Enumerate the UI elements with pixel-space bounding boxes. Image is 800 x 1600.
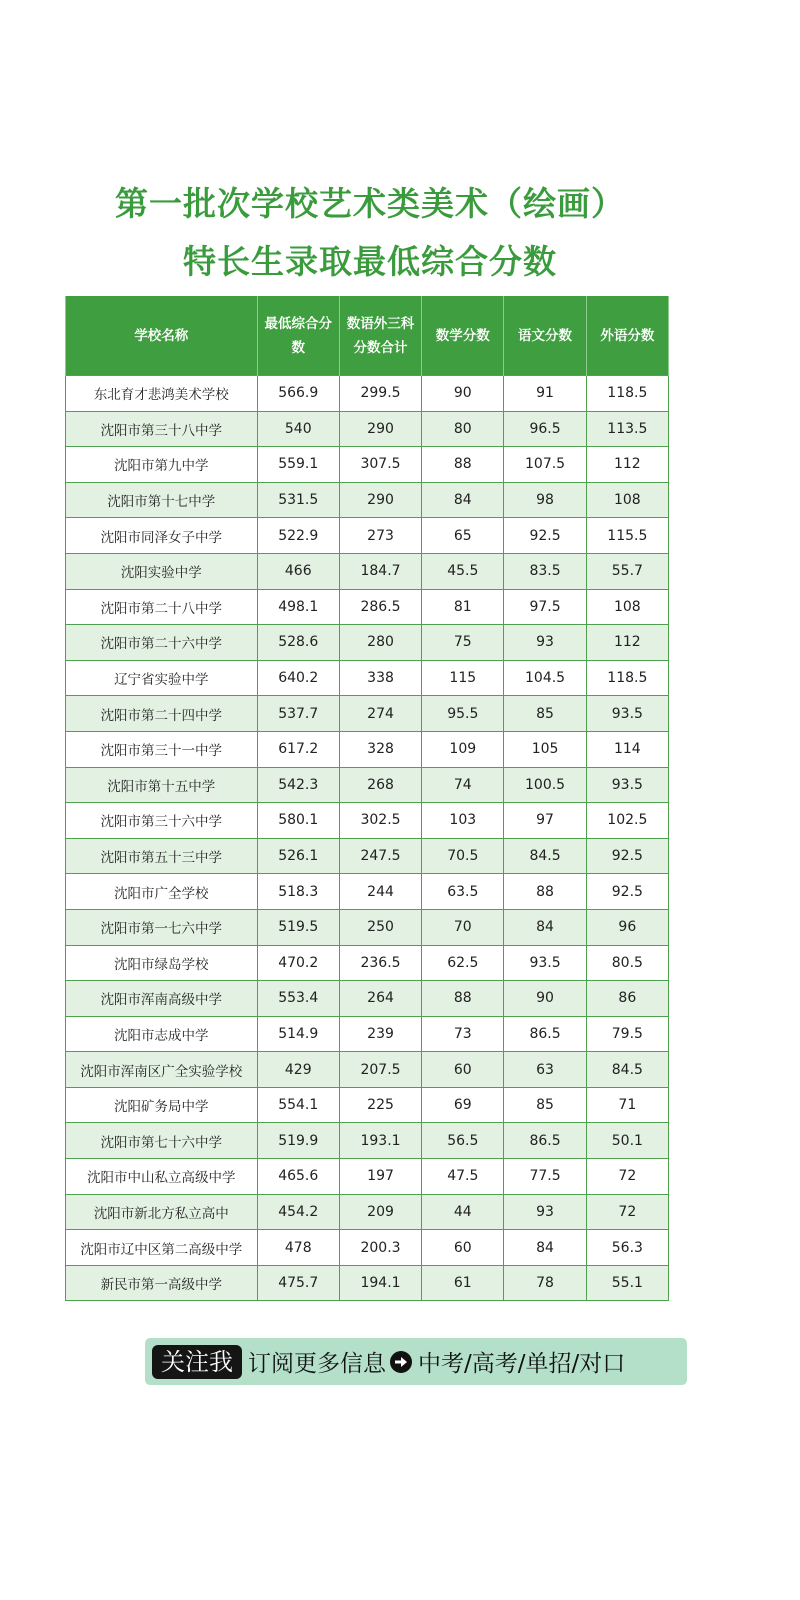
score-cell: 200.3: [339, 1230, 421, 1266]
score-cell: 100.5: [504, 767, 586, 803]
score-cell: 105: [504, 731, 586, 767]
score-cell: 115.5: [586, 518, 668, 554]
school-name-cell: 沈阳市第三十八中学: [66, 411, 258, 447]
table-row: [66, 909, 669, 945]
score-cell: 60: [422, 1052, 504, 1088]
table-row: [66, 1087, 669, 1123]
table-row: [66, 660, 669, 696]
score-cell: 96.5: [504, 411, 586, 447]
table-row: [66, 553, 669, 589]
score-cell: 71: [586, 1087, 668, 1123]
score-cell: 86.5: [504, 1016, 586, 1052]
school-name-cell: 辽宁省实验中学: [66, 660, 258, 696]
score-cell: 225: [339, 1087, 421, 1123]
subscribe-text: 订阅更多信息: [248, 1351, 386, 1377]
score-cell: 518.3: [257, 874, 339, 910]
table-row: [66, 376, 669, 412]
score-cell: 93.5: [586, 696, 668, 732]
score-cell: 65: [422, 518, 504, 554]
table-row: [66, 874, 669, 910]
score-cell: 519.9: [257, 1123, 339, 1159]
table-row: [66, 411, 669, 447]
score-cell: 83.5: [504, 553, 586, 589]
score-cell: 286.5: [339, 589, 421, 625]
score-cell: 522.9: [257, 518, 339, 554]
school-name-cell: 沈阳市第九中学: [66, 447, 258, 483]
page-title-line2: 特长生录取最低综合分数: [183, 242, 557, 281]
score-cell: 90: [422, 376, 504, 412]
score-cell: 93.5: [586, 767, 668, 803]
score-cell: 307.5: [339, 447, 421, 483]
school-name-cell: 沈阳市第二十八中学: [66, 589, 258, 625]
score-cell: 209: [339, 1194, 421, 1230]
exam-categories-text: 中考/高考/单招/对口: [418, 1351, 626, 1377]
school-name-cell: 东北育才悲鸿美术学校: [66, 376, 258, 412]
score-cell: 273: [339, 518, 421, 554]
score-cell: 90: [504, 981, 586, 1017]
table-row: [66, 1016, 669, 1052]
table-row: [66, 731, 669, 767]
score-cell: 580.1: [257, 803, 339, 839]
table-row: [66, 1123, 669, 1159]
school-name-cell: 沈阳市第三十一中学: [66, 731, 258, 767]
table-row: [66, 945, 669, 981]
table-row: [66, 482, 669, 518]
score-cell: 328: [339, 731, 421, 767]
score-cell: 559.1: [257, 447, 339, 483]
score-cell: 274: [339, 696, 421, 732]
school-name-cell: 沈阳实验中学: [66, 553, 258, 589]
school-name-cell: 沈阳市新北方私立高中: [66, 1194, 258, 1230]
school-name-cell: 沈阳市辽中区第二高级中学: [66, 1230, 258, 1266]
header-math: 数学分数: [422, 296, 504, 376]
score-cell: 466: [257, 553, 339, 589]
score-cell: 55.1: [586, 1265, 668, 1301]
follow-me-badge[interactable]: 关注我: [152, 1345, 242, 1379]
score-cell: 475.7: [257, 1265, 339, 1301]
score-cell: 92.5: [586, 874, 668, 910]
score-cell: 84: [422, 482, 504, 518]
score-cell: 84: [504, 909, 586, 945]
score-cell: 70.5: [422, 838, 504, 874]
score-cell: 290: [339, 411, 421, 447]
score-cell: 554.1: [257, 1087, 339, 1123]
header-chinese: 语文分数: [504, 296, 586, 376]
score-cell: 207.5: [339, 1052, 421, 1088]
score-cell: 93: [504, 625, 586, 661]
table-body: [66, 376, 669, 1301]
score-cell: 280: [339, 625, 421, 661]
score-cell: 239: [339, 1016, 421, 1052]
school-name-cell: 沈阳市第十五中学: [66, 767, 258, 803]
table-row: [66, 803, 669, 839]
score-cell: 617.2: [257, 731, 339, 767]
score-cell: 62.5: [422, 945, 504, 981]
table-row: [66, 767, 669, 803]
page-title-line1: 第一批次学校艺术类美术（绘画）: [115, 184, 625, 223]
score-cell: 98: [504, 482, 586, 518]
score-cell: 92.5: [504, 518, 586, 554]
score-cell: 104.5: [504, 660, 586, 696]
score-cell: 514.9: [257, 1016, 339, 1052]
score-cell: 531.5: [257, 482, 339, 518]
score-cell: 118.5: [586, 376, 668, 412]
table-row: [66, 1194, 669, 1230]
score-cell: 108: [586, 482, 668, 518]
score-cell: 454.2: [257, 1194, 339, 1230]
school-name-cell: 沈阳市浑南区广全实验学校: [66, 1052, 258, 1088]
table-row: [66, 1265, 669, 1301]
score-cell: 84.5: [586, 1052, 668, 1088]
score-cell: 302.5: [339, 803, 421, 839]
header-foreign-language: 外语分数: [586, 296, 668, 376]
score-cell: 61: [422, 1265, 504, 1301]
score-cell: 470.2: [257, 945, 339, 981]
score-cell: 70: [422, 909, 504, 945]
score-cell: 80.5: [586, 945, 668, 981]
score-cell: 498.1: [257, 589, 339, 625]
school-name-cell: 沈阳市第三十六中学: [66, 803, 258, 839]
score-cell: 338: [339, 660, 421, 696]
score-cell: 81: [422, 589, 504, 625]
score-cell: 112: [586, 625, 668, 661]
school-name-cell: 沈阳市第五十三中学: [66, 838, 258, 874]
table-row: [66, 1230, 669, 1266]
score-cell: 63: [504, 1052, 586, 1088]
school-name-cell: 沈阳市第十七中学: [66, 482, 258, 518]
score-cell: 91: [504, 376, 586, 412]
score-cell: 77.5: [504, 1159, 586, 1195]
score-cell: 78: [504, 1265, 586, 1301]
score-cell: 264: [339, 981, 421, 1017]
score-cell: 194.1: [339, 1265, 421, 1301]
score-cell: 72: [586, 1159, 668, 1195]
score-cell: 540: [257, 411, 339, 447]
school-name-cell: 沈阳市广全学校: [66, 874, 258, 910]
score-cell: 268: [339, 767, 421, 803]
header-three-subject-total: 数语外三科分数合计: [339, 296, 421, 376]
score-cell: 95.5: [422, 696, 504, 732]
score-cell: 86: [586, 981, 668, 1017]
score-cell: 102.5: [586, 803, 668, 839]
score-table-container: [65, 296, 669, 1301]
score-cell: 45.5: [422, 553, 504, 589]
score-cell: 93.5: [504, 945, 586, 981]
score-cell: 519.5: [257, 909, 339, 945]
score-cell: 236.5: [339, 945, 421, 981]
score-cell: 85: [504, 696, 586, 732]
score-cell: 86.5: [504, 1123, 586, 1159]
table-row: [66, 696, 669, 732]
follow-banner[interactable]: [145, 1338, 687, 1385]
score-cell: 193.1: [339, 1123, 421, 1159]
school-name-cell: 沈阳市第二十四中学: [66, 696, 258, 732]
score-cell: 299.5: [339, 376, 421, 412]
score-cell: 84.5: [504, 838, 586, 874]
score-cell: 84: [504, 1230, 586, 1266]
score-cell: 108: [586, 589, 668, 625]
score-cell: 115: [422, 660, 504, 696]
score-cell: 72: [586, 1194, 668, 1230]
score-table: [65, 296, 669, 1301]
score-cell: 566.9: [257, 376, 339, 412]
score-cell: 73: [422, 1016, 504, 1052]
school-name-cell: 沈阳市第七十六中学: [66, 1123, 258, 1159]
arrow-right-circle-icon: [389, 1350, 413, 1374]
school-name-cell: 沈阳矿务局中学: [66, 1087, 258, 1123]
school-name-cell: 沈阳市绿岛学校: [66, 945, 258, 981]
table-row: [66, 1052, 669, 1088]
score-cell: 97.5: [504, 589, 586, 625]
score-cell: 112: [586, 447, 668, 483]
school-name-cell: 新民市第一高级中学: [66, 1265, 258, 1301]
score-cell: 60: [422, 1230, 504, 1266]
score-cell: 85: [504, 1087, 586, 1123]
score-cell: 47.5: [422, 1159, 504, 1195]
score-cell: 96: [586, 909, 668, 945]
score-cell: 478: [257, 1230, 339, 1266]
score-cell: 250: [339, 909, 421, 945]
score-cell: 103: [422, 803, 504, 839]
score-cell: 640.2: [257, 660, 339, 696]
school-name-cell: 沈阳市第一七六中学: [66, 909, 258, 945]
school-name-cell: 沈阳市第二十六中学: [66, 625, 258, 661]
score-cell: 247.5: [339, 838, 421, 874]
score-cell: 542.3: [257, 767, 339, 803]
score-cell: 113.5: [586, 411, 668, 447]
score-cell: 429: [257, 1052, 339, 1088]
score-cell: 75: [422, 625, 504, 661]
table-row: [66, 625, 669, 661]
table-row: [66, 589, 669, 625]
score-cell: 553.4: [257, 981, 339, 1017]
score-cell: 528.6: [257, 625, 339, 661]
score-cell: 465.6: [257, 1159, 339, 1195]
score-cell: 56.3: [586, 1230, 668, 1266]
school-name-cell: 沈阳市浑南高级中学: [66, 981, 258, 1017]
score-cell: 50.1: [586, 1123, 668, 1159]
table-row: [66, 838, 669, 874]
score-cell: 80: [422, 411, 504, 447]
table-row: [66, 1159, 669, 1195]
score-cell: 526.1: [257, 838, 339, 874]
score-cell: 88: [422, 447, 504, 483]
score-cell: 74: [422, 767, 504, 803]
score-cell: 109: [422, 731, 504, 767]
score-cell: 107.5: [504, 447, 586, 483]
score-cell: 79.5: [586, 1016, 668, 1052]
header-min-total: 最低综合分数: [257, 296, 339, 376]
score-cell: 56.5: [422, 1123, 504, 1159]
score-cell: 244: [339, 874, 421, 910]
table-row: [66, 447, 669, 483]
table-row: [66, 981, 669, 1017]
score-cell: 290: [339, 482, 421, 518]
score-cell: 118.5: [586, 660, 668, 696]
score-cell: 88: [422, 981, 504, 1017]
score-cell: 114: [586, 731, 668, 767]
score-cell: 88: [504, 874, 586, 910]
school-name-cell: 沈阳市同泽女子中学: [66, 518, 258, 554]
table-row: [66, 518, 669, 554]
school-name-cell: 沈阳市中山私立高级中学: [66, 1159, 258, 1195]
score-cell: 197: [339, 1159, 421, 1195]
score-cell: 69: [422, 1087, 504, 1123]
table-header-row: [66, 296, 669, 376]
score-cell: 92.5: [586, 838, 668, 874]
score-cell: 97: [504, 803, 586, 839]
school-name-cell: 沈阳市志成中学: [66, 1016, 258, 1052]
score-cell: 44: [422, 1194, 504, 1230]
score-cell: 93: [504, 1194, 586, 1230]
header-school-name: 学校名称: [66, 296, 258, 376]
score-cell: 184.7: [339, 553, 421, 589]
score-cell: 55.7: [586, 553, 668, 589]
score-cell: 537.7: [257, 696, 339, 732]
score-cell: 63.5: [422, 874, 504, 910]
